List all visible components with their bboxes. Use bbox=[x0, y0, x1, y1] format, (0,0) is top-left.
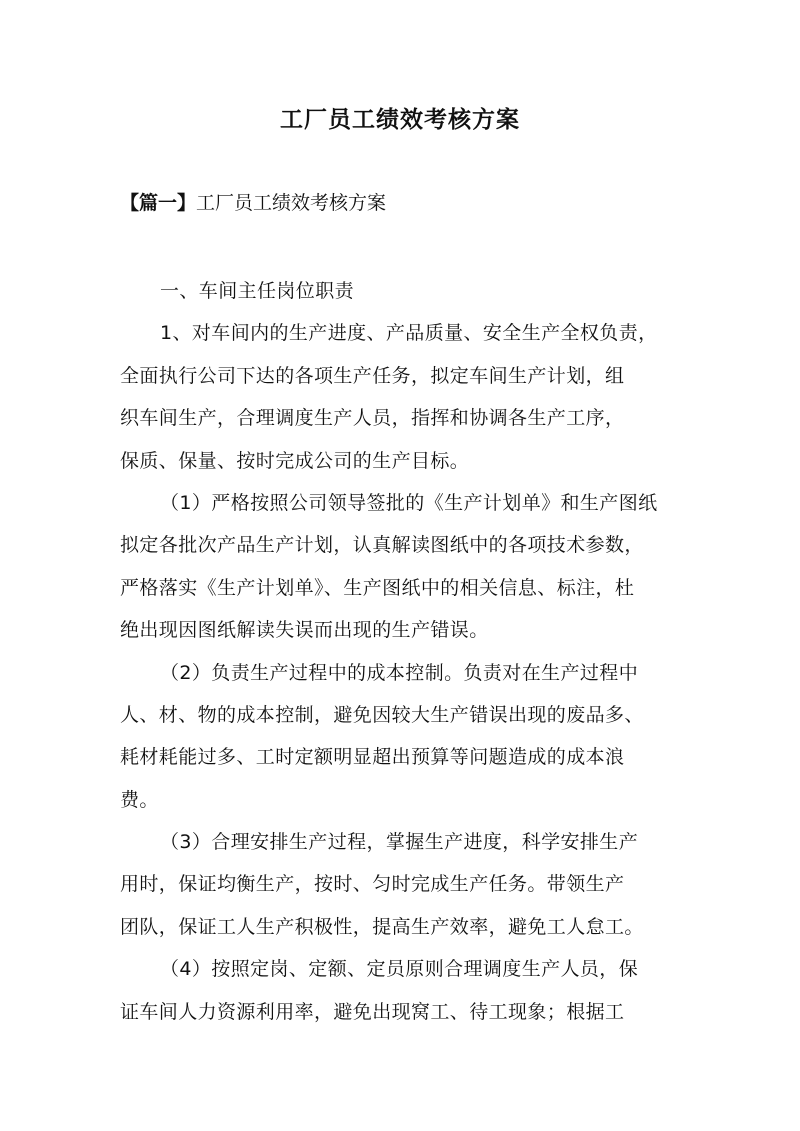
paragraph-line: 团队，保证工人生产积极性，提高生产效率，避免工人怠工。 bbox=[120, 915, 644, 938]
paragraph-line: 1、对车间内的生产进度、产品质量、安全生产全权负责， bbox=[160, 322, 658, 345]
paragraph-line: （3）合理安排生产过程，掌握生产进度，科学安排生产 bbox=[160, 831, 639, 854]
paragraph-line: 绝出现因图纸解读失误而出现的生产错误。 bbox=[120, 619, 489, 642]
document-body bbox=[120, 270, 690, 1033]
paragraph-line: 人、材、物的成本控制，避免因较大生产错误出现的废品多、 bbox=[120, 703, 644, 726]
paragraph-line: 证车间人力资源利用率，避免出现窝工、待工现象；根据工 bbox=[120, 1000, 625, 1023]
paragraph-line: （4）按照定岗、定额、定员原则合理调度生产人员，保 bbox=[160, 958, 639, 981]
paragraph-line: 全面执行公司下达的各项生产任务，拟定车间生产计划，组 bbox=[120, 364, 625, 387]
paragraph-line: 拟定各批次产品生产计划，认真解读图纸中的各项技术参数， bbox=[120, 534, 644, 557]
paragraph-line: 费。 bbox=[120, 788, 159, 811]
paragraph-line: 用时，保证均衡生产，按时、匀时完成生产任务。带领生产 bbox=[120, 873, 625, 896]
paragraph-line: 织车间生产，合理调度生产人员，指挥和协调各生产工序， bbox=[120, 407, 625, 430]
document-title: 工厂员工绩效考核方案 bbox=[280, 107, 520, 133]
section-heading-text: 工厂员工绩效考核方案 bbox=[196, 192, 387, 214]
section-heading bbox=[120, 186, 386, 220]
heading-line: 一、车间主任岗位职责 bbox=[160, 280, 355, 302]
paragraph-line: （2）负责生产过程中的成本控制。负责对在生产过程中 bbox=[160, 661, 639, 684]
section-bracket-label: 【篇一】 bbox=[120, 192, 197, 214]
paragraph-line: （1）严格按照公司领导签批的《生产计划单》和生产图纸 bbox=[160, 491, 658, 514]
paragraph-line: 保质、保量、按时完成公司的生产目标。 bbox=[120, 449, 470, 472]
paragraph-line: 严格落实《生产计划单》、生产图纸中的相关信息、标注，杜 bbox=[120, 576, 635, 599]
paragraph-line: 耗材耗能过多、工时定额明显超出预算等问题造成的成本浪 bbox=[120, 746, 625, 769]
